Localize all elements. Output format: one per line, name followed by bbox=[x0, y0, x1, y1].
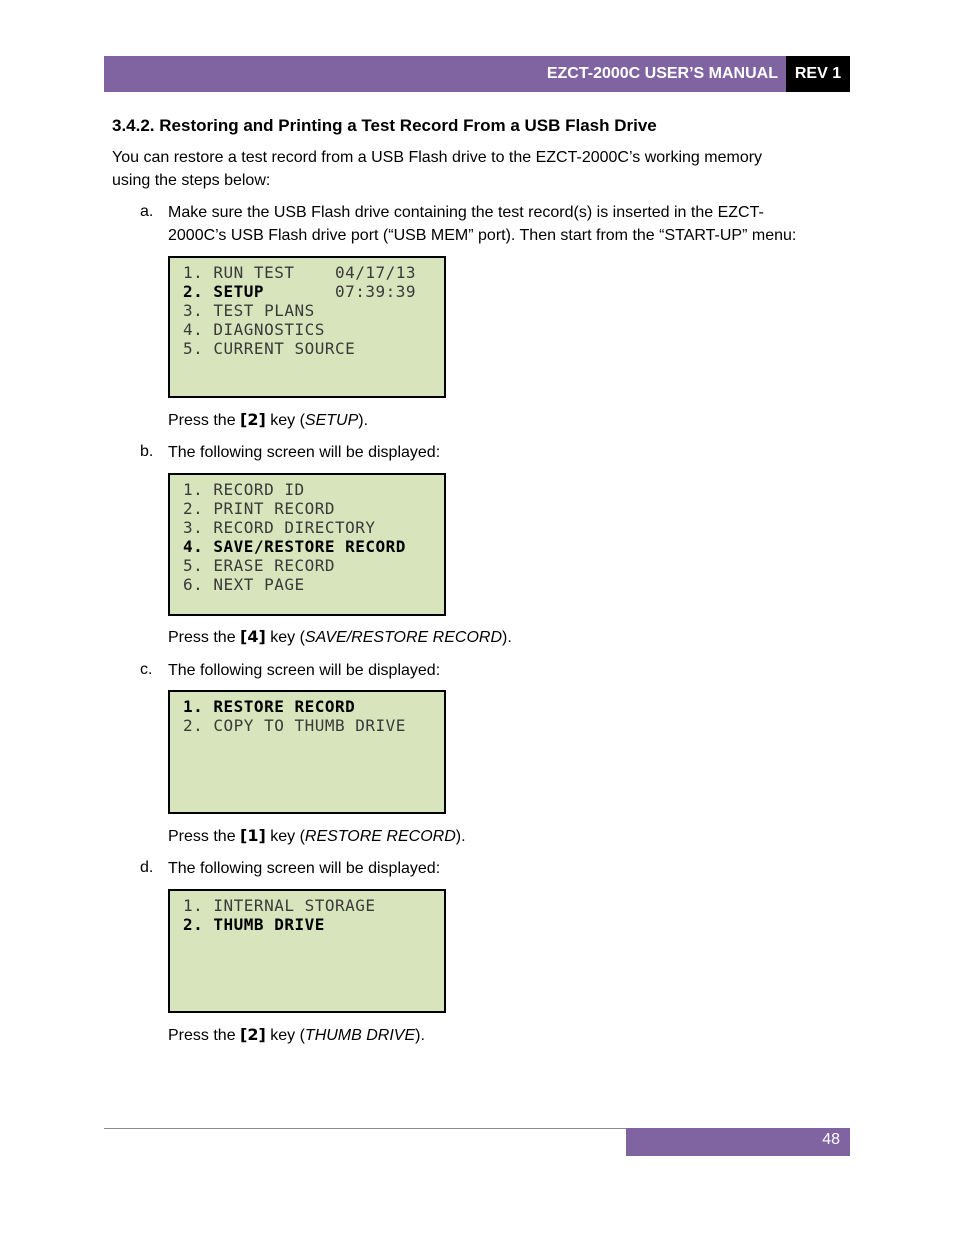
press-instruction bbox=[168, 1025, 425, 1045]
step-line: The following screen will be displayed: bbox=[168, 860, 441, 877]
step-a-text bbox=[168, 201, 796, 247]
lcd-screen-save-restore bbox=[168, 690, 446, 814]
press-mid: key ( bbox=[265, 629, 305, 646]
key-label: [2] bbox=[240, 410, 266, 429]
step-marker: c. bbox=[140, 661, 153, 678]
lcd-line-highlight: 4. SAVE/RESTORE RECORD bbox=[183, 537, 406, 556]
lcd-line: 3. TEST PLANS bbox=[183, 301, 315, 320]
section-title: 3.4.2. Restoring and Printing a Test Record From a USB Flash Drive bbox=[112, 116, 657, 135]
lcd-line: 3. RECORD DIRECTORY bbox=[183, 518, 376, 537]
header-title: EZCT-2000C USER’S MANUAL bbox=[546, 65, 778, 82]
press-suffix: ). bbox=[502, 629, 512, 646]
header-bar bbox=[104, 56, 786, 92]
press-instruction bbox=[168, 627, 512, 647]
lcd-screen-startup bbox=[168, 256, 446, 398]
lcd-screen-restore-source bbox=[168, 889, 446, 1013]
step-marker: b. bbox=[140, 443, 154, 460]
lcd-line-highlight: 2. THUMB DRIVE bbox=[183, 915, 325, 934]
footer-rule bbox=[104, 1128, 626, 1129]
step-line: The following screen will be displayed: bbox=[168, 444, 441, 461]
lcd-line: 2. SETUP 07:39:39 bbox=[183, 282, 417, 301]
key-function-name: RESTORE RECORD bbox=[304, 828, 456, 845]
lcd-line: 1. RUN TEST 04/17/13 bbox=[183, 263, 417, 282]
step-marker: a. bbox=[140, 203, 154, 220]
step-line: The following screen will be displayed: bbox=[168, 662, 441, 679]
step-line: 2000C’s USB Flash drive port (“USB MEM” port). Then start from the “START-UP” menu: bbox=[168, 227, 797, 244]
key-function-name: SAVE/RESTORE RECORD bbox=[304, 629, 503, 646]
key-label: [2] bbox=[240, 1025, 266, 1044]
intro-line: You can restore a test record from a USB Flash drive to the EZCT-2000C’s working memory bbox=[112, 149, 763, 166]
press-prefix: Press the bbox=[168, 1027, 241, 1044]
press-suffix: ). bbox=[358, 412, 369, 429]
press-prefix: Press the bbox=[168, 412, 241, 429]
press-mid: key ( bbox=[265, 1027, 305, 1044]
lcd-screen-setup bbox=[168, 473, 446, 616]
press-instruction bbox=[168, 826, 466, 846]
press-suffix: ). bbox=[455, 828, 466, 845]
key-label: [1] bbox=[240, 826, 266, 845]
lcd-line: 1. RECORD ID bbox=[183, 480, 305, 499]
press-instruction bbox=[168, 410, 368, 430]
lcd-line: 1. INTERNAL STORAGE bbox=[183, 896, 376, 915]
page-number: 48 bbox=[626, 1128, 850, 1156]
key-function-name: SETUP bbox=[304, 412, 359, 429]
lcd-line: 2. COPY TO THUMB DRIVE bbox=[183, 716, 406, 735]
lcd-line-highlight: 1. RESTORE RECORD bbox=[183, 697, 356, 716]
lcd-line-highlight: 2. SETUP bbox=[183, 282, 265, 301]
lcd-line: 2. PRINT RECORD bbox=[183, 499, 335, 518]
press-mid: key ( bbox=[265, 828, 305, 845]
step-line: Make sure the USB Flash drive containing the test record(s) is inserted in the EZCT- bbox=[168, 204, 764, 221]
press-prefix: Press the bbox=[168, 828, 241, 845]
lcd-line: 5. ERASE RECORD bbox=[183, 556, 335, 575]
step-d-text bbox=[168, 857, 440, 880]
header-rev-badge: REV 1 bbox=[786, 56, 850, 92]
step-marker: d. bbox=[140, 859, 154, 876]
intro-paragraph bbox=[112, 146, 762, 192]
lcd-line: 5. CURRENT SOURCE bbox=[183, 339, 356, 358]
step-c-text bbox=[168, 659, 440, 682]
key-label: [4] bbox=[240, 627, 266, 646]
press-suffix: ). bbox=[415, 1027, 425, 1044]
press-prefix: Press the bbox=[168, 629, 241, 646]
lcd-line: 4. DIAGNOSTICS bbox=[183, 320, 325, 339]
step-b-text bbox=[168, 441, 440, 464]
lcd-line: 6. NEXT PAGE bbox=[183, 575, 305, 594]
key-function-name: THUMB DRIVE bbox=[304, 1027, 416, 1044]
press-mid: key ( bbox=[265, 412, 305, 429]
intro-line: using the steps below: bbox=[112, 172, 271, 189]
